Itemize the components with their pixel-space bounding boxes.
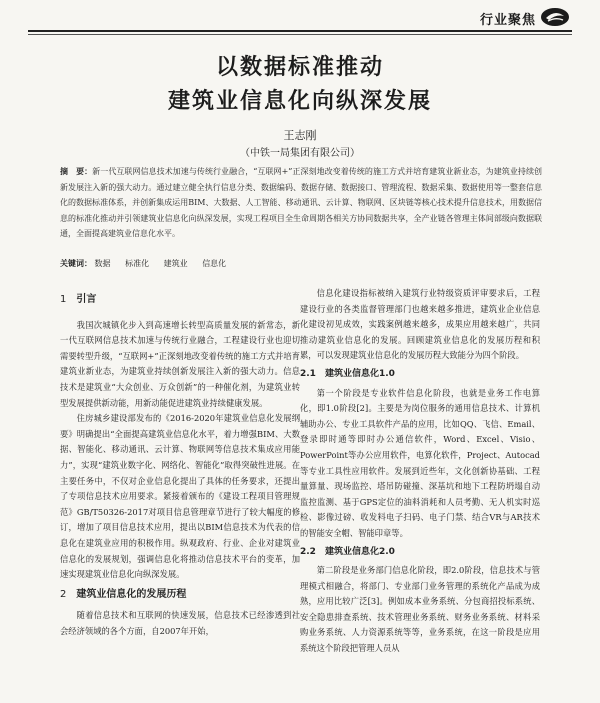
keyword: 标准化	[125, 259, 150, 268]
header-rule	[28, 30, 572, 32]
subsection-heading: 2.2 建筑业信息化2.0	[300, 546, 395, 557]
section-heading-2: 2 建筑业信息化的发展历程	[60, 588, 187, 600]
paragraph: 第二阶段是业务部门信息化阶段，即2.0阶段，信息技术与管理模式相融合，将部门、专业部门业务管理的系统化产品成为成熟，应用比较广泛[3]。例如成本业务系统、分包商招投标系统、安全隐患排查系统、技术管理业务系统、财务业务系统、材料采购业务系统、人力资源系统等等，业务系统，在这一阶段是应用系统这个阶段把管理人员从	[300, 565, 540, 654]
abstract-label: 摘 要：	[60, 167, 93, 176]
keywords	[60, 258, 542, 269]
keyword: 信息化	[202, 259, 227, 268]
title-line-1: 以数据标准推动	[215, 55, 384, 80]
section-heading-1: 1 引言	[60, 294, 97, 305]
keywords-label: 关键词：	[60, 259, 92, 268]
keyword: 建筑业	[163, 259, 188, 268]
title-line-2: 建筑业信息化向纵深发展	[167, 89, 432, 114]
paragraph: 我国次城镇化步入到高速增长转型高质量发展的新常态，新一代互联网信息技术加速与传统行业融合，工程建设行业也迎切需要转型升级，“互联网+”正深刻地改变着传统的施工方式并培育建筑业新业态，为建筑业持续创新发展注入新的强大动力。信息技术是建筑业“大众创业、万众创新”的一种催化剂，为建筑业转型发展提供新动能，用新动能促进建筑业持续健康发展。	[60, 319, 300, 408]
author: 王志刚	[283, 129, 317, 142]
keyword: 数据	[94, 259, 111, 268]
column-tag: 行业聚焦	[479, 13, 536, 28]
paragraph: 随着信息技术和互联网的快速发展，信息技术已经渗透到社会经济领域的各个方面，自2007年开始，	[60, 610, 300, 636]
header-rule-thin	[28, 34, 572, 35]
abstract	[60, 164, 542, 242]
subsection-heading: 2.1 建筑业信息化1.0	[300, 368, 395, 379]
affiliation: （中铁一局集团有限公司）	[240, 148, 360, 159]
paragraph: 信息化建设指标被纳入建筑行业特级资质评审要求后，工程建设行业的各类监督管理部门也越来越多推进，建筑业企业信息化建设初见成效，实践案例越来越多，成果应用越来越广，共同推动建筑业信息化的发展。回顾建筑业信息化的发展历程和积累，可以发现建筑业信息化的发展历程大致能分为四个阶段。	[300, 288, 540, 361]
paragraph: 第一个阶段是专业软件信息化阶段，也就是业务工作电算化，即1.0阶段[2]。主要是为岗位服务的通用信息技术、计算机辅助办公、专业工具软件产品的应用，比如QQ、飞信、Email、登录即时通等即时办公通信软件，Word、Excel、Visio、PowerPoint等办公应用软件，电算化软件，Project、Autocad等专业工具性应用软件。发展到近些年，文化创新协基础、工程量算量、现场监控、塔吊防碰撞、深基坑和地下工程防坍塌自动监控监测、基于GPS定位的油料消耗和人员考勤、无人机实时巡检、影像过磅、收发料电子扫码、电子门禁、结合VR与AR技术的智能安全帽、智能印章等。	[300, 387, 540, 538]
paragraph: 住房城乡建设部发布的《2016-2020年建筑业信息化发展纲要》明确提出“全面提高建筑业信息化水平，着力增强BIM、大数据、智能化、移动通讯、云计算、物联网等信息技术集成应用能力”，实现“建筑业数字化、网络化、智能化”取得突破性进展。在主要任务中，不仅对企业信息化提出了具体的任务要求，还提出了专项信息技术应用要求。紧接着颁布的《建设工程项目管理规范》GB/T50326-2017对项目信息管理章节进行了较大幅度的修订，增加了项目信息技术应用，提出以BIM信息技术为代表的信息化在建筑业应用的积极作用。纵观政府、行业、企业对建筑业信息化的发展规划，强调信息化将推动信息技术平台的变革，加速实现建筑业信息化向纵深发展。	[60, 413, 300, 580]
publisher-logo-icon	[540, 6, 570, 28]
left-column	[60, 294, 300, 639]
right-column	[300, 286, 540, 657]
abstract-text: 新一代互联网信息技术加速与传统行业融合，“互联网+”正深刻地改变着传统的施工方式并培育建筑业新业态，为建筑业持续创新发展注入新的强大动力。通过建立健全执行信息分类、数据编码、数据存储、数据接口、管理流程、数据采集、数据使用等一整套信息化的数据标准体系，并创新集成运用BIM、大数据、人工智能、移动通讯、云计算、物联网、区块链等核心技术提升信息技术，用数据信息的标准化推动并引领建筑业信息化向纵深发展，实现工程项目全生命周期各相关方协同数据共享，全产业链各管理主体间部级向数据联通，全面提高建筑业信息化水平。	[60, 167, 542, 238]
